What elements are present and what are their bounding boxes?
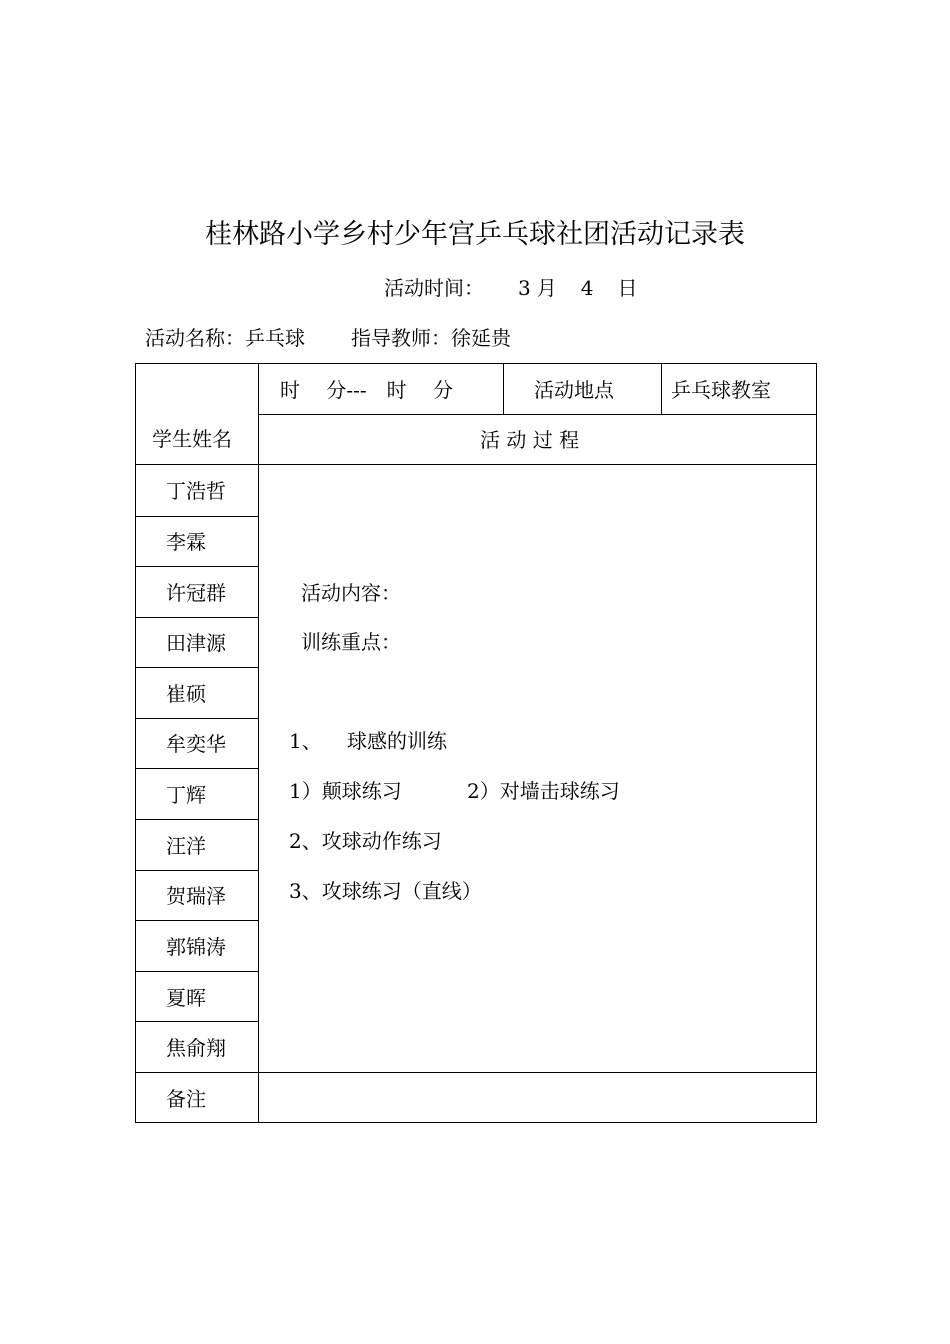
- student-row-line: [135, 718, 259, 719]
- activity-name-value: 乒乓球: [245, 326, 305, 350]
- student-name: 汪洋: [166, 834, 206, 858]
- activity-time-label: 活动时间：: [384, 276, 484, 300]
- student-name: 牟奕华: [166, 732, 226, 756]
- teacher-value: 徐延贵: [451, 326, 511, 350]
- month-unit: 月: [536, 276, 557, 300]
- student-name: 田津源: [166, 631, 226, 655]
- table-border-top: [135, 363, 817, 364]
- student-name: 李霖: [166, 530, 206, 554]
- location-value-divider: [661, 363, 662, 415]
- student-row-line: [135, 516, 259, 517]
- activity-meta-line: [145, 322, 511, 351]
- student-row-line: [135, 870, 259, 871]
- table-border-left: [135, 363, 136, 1123]
- item-1-number: 1、: [289, 729, 322, 753]
- student-name-header: 学生姓名: [152, 427, 232, 451]
- student-name: 崔硕: [166, 682, 206, 706]
- activity-name-label: 活动名称：: [145, 326, 245, 350]
- time-location-divider: [503, 363, 504, 415]
- teacher-label: 指导教师：: [351, 326, 451, 350]
- sub-item-2: 2）对墙击球练习: [467, 779, 620, 803]
- day-value: 4: [580, 276, 594, 300]
- student-row-line: [135, 920, 259, 921]
- activity-content-label: 活动内容：: [301, 581, 401, 605]
- header-bottom-line: [135, 464, 817, 465]
- header-row-divider: [258, 414, 817, 415]
- location-value: 乒乓球教室: [671, 378, 771, 402]
- remarks-label: 备注: [166, 1087, 206, 1111]
- student-name: 焦俞翔: [166, 1036, 226, 1060]
- table-border-right: [816, 363, 817, 1123]
- student-name: 郭锦涛: [166, 935, 226, 959]
- student-row-line: [135, 617, 259, 618]
- item-3: 3、攻球练习（直线）: [289, 879, 482, 903]
- table-border-bottom: [135, 1122, 817, 1123]
- location-label: 活动地点: [534, 378, 614, 402]
- document-title: 桂林路小学乡村少年宫乒乓球社团活动记录表: [205, 219, 745, 250]
- student-row-line: [135, 566, 259, 567]
- student-row-line: [135, 819, 259, 820]
- student-name: 许冠群: [166, 581, 226, 605]
- day-unit: 日: [617, 276, 638, 300]
- student-row-line: [135, 971, 259, 972]
- student-row-line: [135, 667, 259, 668]
- process-header: 活 动 过 程: [480, 428, 580, 452]
- month-value: 3: [518, 276, 531, 300]
- student-row-line: [135, 1021, 259, 1022]
- item-2: 2、攻球动作练习: [289, 829, 442, 853]
- sub-item-1: 1）颠球练习: [289, 779, 402, 803]
- item-1-text: 球感的训练: [347, 729, 447, 753]
- column-divider: [258, 363, 259, 1123]
- student-name: 贺瑞泽: [166, 884, 226, 908]
- student-name: 丁辉: [166, 783, 206, 807]
- remarks-top-line: [135, 1072, 817, 1073]
- activity-date-line: [384, 272, 637, 301]
- student-name: 夏晖: [166, 986, 206, 1010]
- time-range: 时 分--- 时 分: [280, 378, 453, 402]
- student-name: 丁浩哲: [166, 479, 226, 503]
- student-row-line: [135, 768, 259, 769]
- training-focus-label: 训练重点：: [301, 630, 401, 654]
